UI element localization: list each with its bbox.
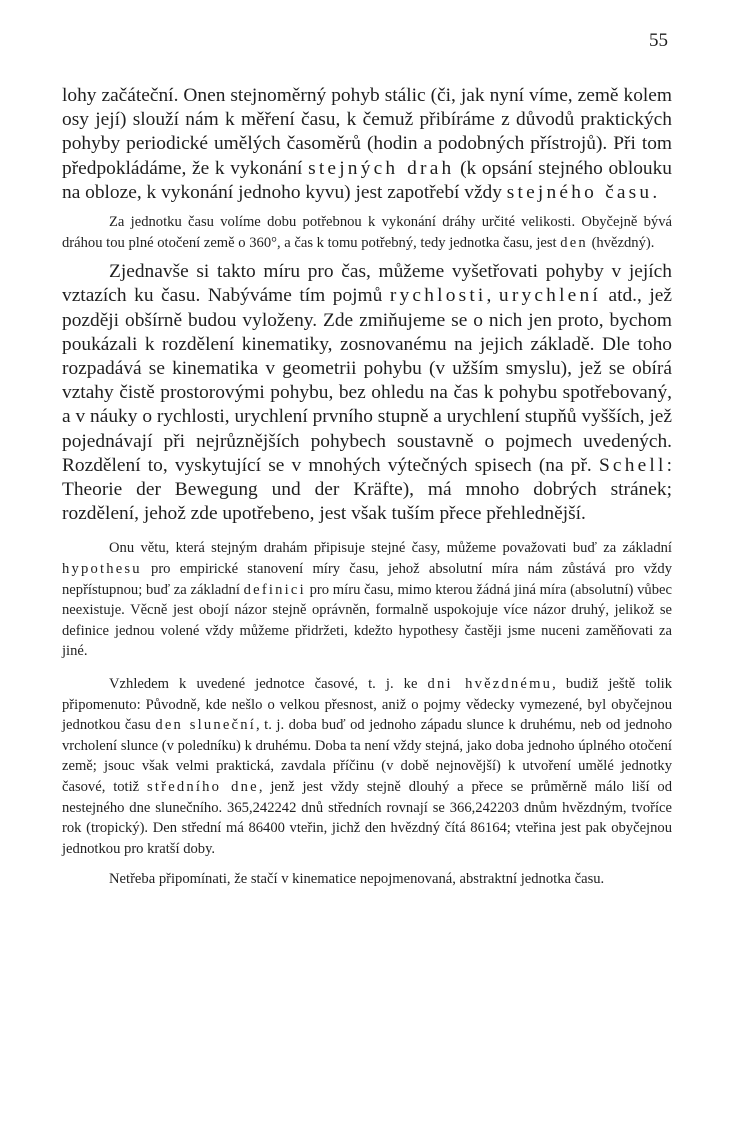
text-run: , budiž ještě tolik připomenuto: Původně, kde nešlo o velkou přesnost, aniž o pojmy vědecky vymezené, byl obyčejnou jednotkou času <box>62 676 672 734</box>
paragraph-time-measurement <box>62 84 672 205</box>
text-run: atd., jež později obšírně budou vyloženy. Zde zmiňujeme se o nich jen proto, bychom poukázali k rozdělení kinematiky, zosnovanému na jejich základě. Dle toho rozpadává se kinematika v geometrii pohybu (v užším smyslu), jež se obírá vztahy čistě prostorovými pohybu, bez ohledu na čas k pohybu spotřebovaný, a v náuky o rychlosti, urychlení prvního stupně a urychlení stupňů vyšších, jež pojednávají při nejrůznějších pohybech soustavně o pojmech uvedených. Rozdělení to, vyskytující se v mnohých výtečných spisech (na př. <box>62 285 672 476</box>
paragraph-kinematics-division <box>62 260 672 526</box>
emphasis-stejneho-casu: stejného času <box>506 181 653 203</box>
emphasis-hypothesu: hypothesu <box>62 561 142 578</box>
note-time-unit <box>62 212 672 253</box>
text-run: , t. j. doba buď od jednoho západu slunce k druhému, neb od jednoho vrcholení slunce (v poledníku) k druhému. Doba ta není vždy stejná, jako doba jednoho úplného otočení země; jsouc však velmi praktická, zavdala příčinu (v době nejnovější) k utvoření umělé jednotky časové, totiž <box>62 717 672 795</box>
text-run: lohy začáteční. Onen stejnoměrný pohyb stálic (či, jak nyní víme, země kolem osy její) slouží nám k měření času, k čemuž přibíráme z důvodů praktických pohyby periodické umělých časoměrů (hodin a podobných přístrojů). Při tom předpokládáme, že k vykonání <box>62 85 672 179</box>
text-run: (k opsání stejného oblouku na obloze, k vykonání jednoho kyvu) jest zapotřebí vždy <box>62 157 672 203</box>
text-run: : Theorie der Bewegung und der Kräfte), má mnoho dobrých stránek; rozdělení, jehož zde upotřebeno, jest však tuším přece přehlednější. <box>62 454 672 525</box>
text-run: Za jednotku času volíme dobu potřebnou k vykonání dráhy určité velikosti. Obyčejně bývá dráhou tou plné otočení země o 360°, a čas k tomu potřebný, tedy jednotka času, jest <box>62 214 672 251</box>
page-body <box>62 84 672 890</box>
text-run: pro míru času, mimo kterou žádná jiná míra (absolutní) vůbec neexistuje. Věcně jest obojí názor stejně oprávněn, formalně uspokojuje více názor druhý, jelikož se definice jednou volené vždy můžeme přidržeti, kdežto hypothesy častěji jsme nuceni zaměňovati za jiné. <box>62 581 672 660</box>
page-number: 55 <box>649 30 668 51</box>
emphasis-schell: Schell <box>598 454 667 476</box>
emphasis-definici: definici <box>243 581 306 598</box>
emphasis-den-slunecni: den sluneční <box>155 717 256 734</box>
emphasis-dni-hvezdnemu: dni hvězdnému <box>427 676 553 692</box>
emphasis-den: den <box>560 234 588 251</box>
text-run: Onu větu, která stejným drahám připisuje stejné časy, můžeme považovati buď za základní <box>109 540 672 557</box>
text-run: Zjednavše si takto míru pro čas, můžeme vyšetřovati pohyby v jejích vztazích ku času. Nabýváme tím pojmů <box>62 261 672 307</box>
note-abstract-unit: Netřeba připomínati, že stačí v kinematice nepojmenovaná, abstraktní jednotka času. <box>109 871 605 888</box>
text-run: . <box>652 181 658 203</box>
note-sidereal-day <box>62 674 672 859</box>
text-run: , <box>486 285 499 307</box>
text-run: (hvězdný). <box>587 234 655 251</box>
text-run: Vzhledem k uvedené jednotce časové, t. j. ke <box>109 676 428 692</box>
emphasis-stejnych-drah: stejných drah <box>308 157 455 179</box>
text-run: , jenž jest vždy stejně dlouhý a přece se průměrně málo liší od nestejného dne slunečního. 365,242242 dnů středních rovnají se 366,242203 dnům hvězdným, tvoříce rok (tropický). Den střední má 86400 vteřin, jichž den hvězdný čítá 86164; vteřina jest pak obyčejnou jednotkou pro kratší doby. <box>62 778 672 857</box>
emphasis-rychlosti: rychlosti <box>389 285 487 307</box>
text-run: pro empirické stanovení míry času, jehož absolutní míra nám zůstává pro vždy nepřístupnou; buď za základní <box>62 561 672 598</box>
emphasis-urychleni: urychlení <box>498 285 601 307</box>
note-hypothesis-definition <box>62 538 672 662</box>
emphasis-stredniho-dne: středního dne <box>147 778 259 795</box>
